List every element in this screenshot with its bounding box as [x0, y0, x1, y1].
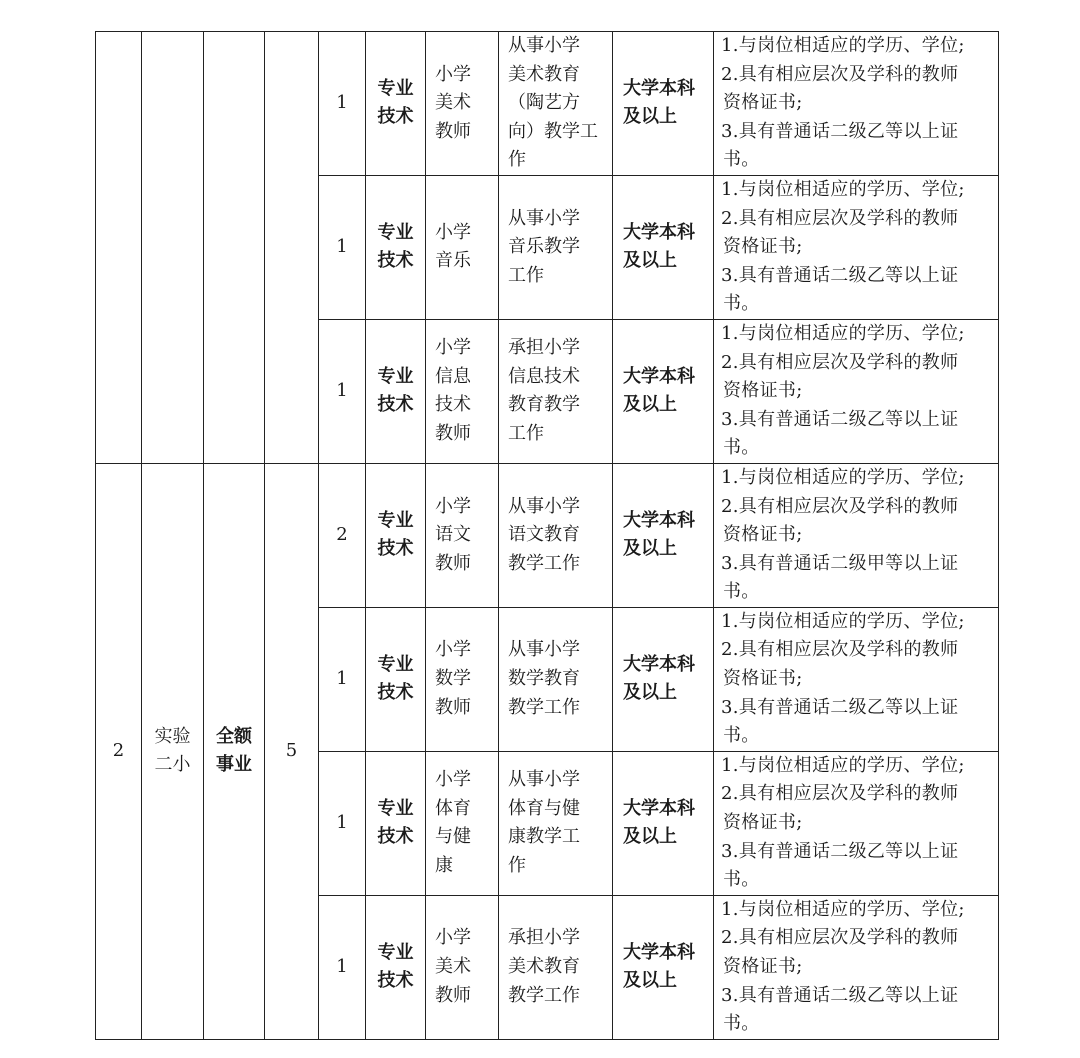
requirement-line: 1.与岗位相适应的学历、学位;	[721, 754, 965, 776]
count-cell	[319, 175, 366, 319]
category-cell-text: 专业 技术	[377, 653, 414, 704]
unit-cell-text: 实验 二小	[154, 725, 191, 776]
position-cell-text: 小学 音乐	[435, 221, 471, 272]
requirement-line: 2.具有相应层次及学科的教师	[721, 207, 959, 229]
unit-cell	[142, 32, 204, 464]
duty-cell	[499, 751, 613, 895]
requirement-line: 2.具有相应层次及学科的教师	[721, 495, 959, 517]
requirement-line: 资格证书;	[723, 956, 803, 977]
recruitment-table	[95, 31, 999, 1040]
position-cell-text: 小学 美术 教师	[435, 927, 471, 1006]
requirement-line: 3.具有普通话二级乙等以上证	[721, 984, 959, 1006]
requirement-line: 3.具有普通话二级甲等以上证	[721, 552, 959, 574]
requirement-line: 3.具有普通话二级乙等以上证	[721, 264, 959, 286]
education-cell-text: 大学本科 及以上	[623, 797, 695, 848]
count-cell-text: 1	[336, 380, 348, 402]
nature-cell-text: 全额 事业	[216, 725, 252, 776]
position-cell	[426, 463, 499, 607]
requirement-line: 资格证书;	[723, 524, 803, 546]
requirement-line: 书。	[723, 293, 760, 315]
duty-cell-text: 从事小学 数学教育 教学工作	[508, 639, 580, 718]
education-cell-text: 大学本科 及以上	[623, 221, 695, 272]
position-cell-text: 小学 信息 技术 教师	[435, 337, 471, 445]
requirements-cell	[714, 32, 999, 176]
count-cell-text: 1	[336, 812, 348, 834]
seq-cell-text: 2	[112, 740, 125, 762]
category-cell-text: 专业 技术	[377, 221, 414, 272]
duty-cell-text: 从事小学 体育与健 康教学工 作	[508, 769, 580, 876]
seq-cell	[96, 463, 142, 1039]
position-cell-text: 小学 语文 教师	[435, 495, 471, 574]
education-cell	[613, 895, 714, 1039]
count-cell-text: 1	[336, 668, 348, 690]
duty-cell-text: 承担小学 美术教育 教学工作	[508, 927, 580, 1006]
requirement-line: 书。	[723, 725, 760, 747]
requirement-line: 书。	[723, 869, 760, 891]
total-cell-text: 5	[285, 740, 298, 762]
duty-cell	[499, 319, 613, 463]
duty-cell-text: 从事小学 音乐教学 工作	[508, 207, 580, 286]
education-cell	[613, 751, 714, 895]
unit-cell	[142, 463, 204, 1039]
requirement-line: 3.具有普通话二级乙等以上证	[721, 408, 959, 430]
education-cell	[613, 463, 714, 607]
requirement-line: 1.与岗位相适应的学历、学位;	[721, 322, 965, 344]
requirement-line: 书。	[723, 437, 760, 459]
requirements-cell	[714, 607, 999, 751]
category-cell	[366, 319, 426, 463]
requirement-line: 书。	[723, 1013, 760, 1035]
count-cell	[319, 895, 366, 1039]
duty-cell-text: 从事小学 语文教育 教学工作	[508, 495, 580, 574]
count-cell	[319, 32, 366, 176]
education-cell-text: 大学本科 及以上	[623, 941, 695, 992]
requirement-line: 书。	[723, 149, 760, 171]
requirements-cell	[714, 751, 999, 895]
position-cell	[426, 751, 499, 895]
category-cell-text: 专业 技术	[377, 365, 414, 416]
education-cell-text: 大学本科 及以上	[623, 653, 695, 704]
count-cell-text: 2	[336, 524, 348, 546]
category-cell	[366, 751, 426, 895]
duty-cell	[499, 175, 613, 319]
requirement-line: 2.具有相应层次及学科的教师	[721, 927, 959, 949]
category-cell-text: 专业 技术	[377, 797, 414, 848]
position-cell	[426, 319, 499, 463]
category-cell	[366, 895, 426, 1039]
requirement-line: 资格证书;	[723, 380, 803, 402]
count-cell	[319, 751, 366, 895]
table-body	[96, 32, 999, 1040]
education-cell	[613, 607, 714, 751]
category-cell	[366, 175, 426, 319]
requirement-line: 3.具有普通话二级乙等以上证	[721, 840, 959, 862]
education-cell	[613, 175, 714, 319]
count-cell-text: 1	[336, 236, 348, 258]
requirements-cell	[714, 895, 999, 1039]
requirement-line: 2.具有相应层次及学科的教师	[721, 63, 959, 85]
duty-cell-text: 承担小学 信息技术 教育教学 工作	[508, 337, 580, 445]
table-row	[96, 32, 999, 176]
category-cell	[366, 463, 426, 607]
education-cell-text: 大学本科 及以上	[623, 365, 695, 416]
duty-cell-text: 从事小学 美术教育 （陶艺方 向）教学工 作	[508, 35, 598, 171]
education-cell-text: 大学本科 及以上	[623, 509, 695, 560]
position-cell	[426, 32, 499, 176]
requirement-line: 3.具有普通话二级乙等以上证	[721, 696, 959, 718]
count-cell	[319, 607, 366, 751]
requirement-line: 1.与岗位相适应的学历、学位;	[721, 610, 965, 632]
count-cell	[319, 463, 366, 607]
requirement-line: 2.具有相应层次及学科的教师	[721, 783, 959, 805]
position-cell-text: 小学 美术 教师	[435, 63, 471, 142]
nature-cell	[204, 32, 265, 464]
table-row	[96, 463, 999, 607]
requirement-line: 1.与岗位相适应的学历、学位;	[721, 898, 965, 920]
duty-cell	[499, 32, 613, 176]
requirement-line: 资格证书;	[723, 812, 803, 834]
total-cell	[265, 463, 319, 1039]
requirement-line: 资格证书;	[723, 236, 803, 258]
education-cell-text: 大学本科 及以上	[623, 77, 695, 128]
position-cell-text: 小学 体育 与健 康	[435, 769, 471, 876]
category-cell-text: 专业 技术	[377, 77, 414, 128]
seq-cell	[96, 32, 142, 464]
position-cell	[426, 895, 499, 1039]
requirements-cell	[714, 175, 999, 319]
category-cell-text: 专业 技术	[377, 941, 414, 992]
position-cell	[426, 607, 499, 751]
duty-cell	[499, 895, 613, 1039]
requirement-line: 2.具有相应层次及学科的教师	[721, 351, 959, 373]
duty-cell	[499, 463, 613, 607]
category-cell	[366, 32, 426, 176]
category-cell-text: 专业 技术	[377, 509, 414, 560]
duty-cell	[499, 607, 613, 751]
count-cell-text: 1	[336, 956, 348, 977]
total-cell	[265, 32, 319, 464]
education-cell	[613, 319, 714, 463]
requirement-line: 2.具有相应层次及学科的教师	[721, 639, 959, 661]
requirement-line: 1.与岗位相适应的学历、学位;	[721, 178, 965, 200]
position-cell	[426, 175, 499, 319]
position-cell-text: 小学 数学 教师	[435, 639, 471, 718]
requirements-cell	[714, 319, 999, 463]
requirements-cell	[714, 463, 999, 607]
requirement-line: 3.具有普通话二级乙等以上证	[721, 120, 959, 142]
requirement-line: 1.与岗位相适应的学历、学位;	[721, 466, 965, 488]
requirement-line: 1.与岗位相适应的学历、学位;	[721, 35, 965, 56]
count-cell	[319, 319, 366, 463]
nature-cell	[204, 463, 265, 1039]
category-cell	[366, 607, 426, 751]
education-cell	[613, 32, 714, 176]
requirement-line: 书。	[723, 581, 760, 603]
count-cell-text: 1	[336, 92, 348, 114]
requirement-line: 资格证书;	[723, 92, 803, 114]
requirement-line: 资格证书;	[723, 668, 803, 690]
